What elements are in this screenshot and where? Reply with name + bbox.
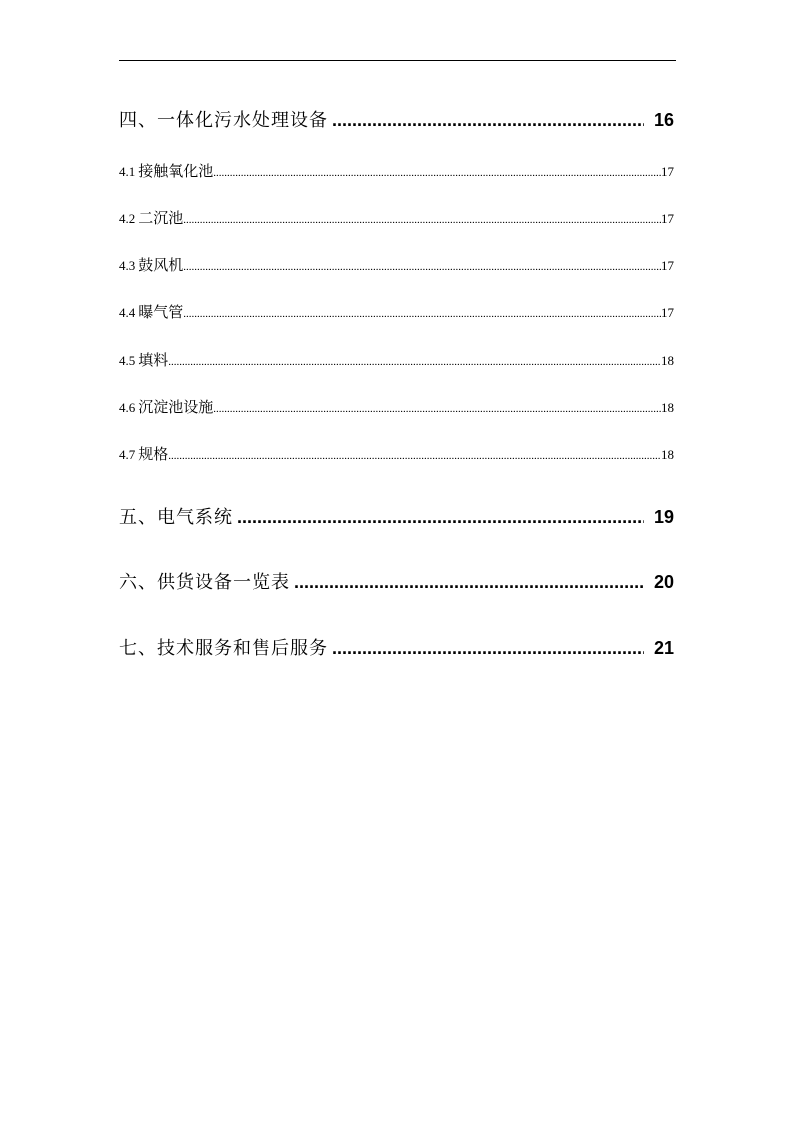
toc-leader-dots xyxy=(237,507,644,528)
toc-section-page: 18 xyxy=(661,353,674,368)
toc-section-page: 17 xyxy=(661,164,674,179)
toc-section-page: 17 xyxy=(661,211,674,226)
toc-entry-section[interactable] xyxy=(119,396,676,416)
toc-entry-chapter-6[interactable] xyxy=(119,568,676,592)
toc-entry-section[interactable] xyxy=(119,301,676,321)
toc-entry-label: 六、供货设备一览表 xyxy=(119,572,290,593)
toc-entry-label: 七、技术服务和售后服务 xyxy=(119,638,328,659)
toc-section-page: 18 xyxy=(661,400,674,415)
toc-entry-section[interactable] xyxy=(119,349,676,369)
toc-section-number: 4.7 xyxy=(119,447,136,462)
toc-entry-chapter-7[interactable] xyxy=(119,634,676,658)
toc-entry-section[interactable] xyxy=(119,443,676,463)
toc-entry-chapter-4[interactable] xyxy=(119,106,676,130)
toc-section-page: 18 xyxy=(661,447,674,462)
toc-section-page: 17 xyxy=(661,258,674,273)
toc-section-label: 规格 xyxy=(138,445,169,463)
toc-leader-dots xyxy=(183,261,661,273)
toc-entry-label: 四、一体化污水处理设备 xyxy=(119,110,328,131)
toc-leader-dots xyxy=(294,572,644,593)
toc-entry-label: 五、电气系统 xyxy=(119,507,233,528)
toc-entry-chapter-5[interactable] xyxy=(119,503,676,527)
toc-entry-page: 21 xyxy=(653,638,674,658)
toc-entry-page: 19 xyxy=(653,507,674,527)
toc-leader-dots xyxy=(332,110,644,131)
toc-leader-dots xyxy=(168,450,661,462)
toc-leader-dots xyxy=(168,356,661,368)
toc-section-label: 接触氧化池 xyxy=(138,162,214,180)
toc-section-page: 17 xyxy=(661,305,674,320)
toc-entry-page: 20 xyxy=(653,572,674,592)
toc-section-number: 4.3 xyxy=(119,258,136,273)
toc-section-number: 4.5 xyxy=(119,353,136,368)
toc-section-label: 二沉池 xyxy=(138,209,184,227)
toc-section-number: 4.1 xyxy=(119,164,136,179)
toc-entry-section[interactable] xyxy=(119,207,676,227)
toc-section-label: 鼓风机 xyxy=(138,256,184,274)
toc-entry-section[interactable] xyxy=(119,160,676,180)
toc-leader-dots xyxy=(332,638,644,659)
toc-leader-dots xyxy=(183,308,661,320)
toc-leader-dots xyxy=(183,214,661,226)
toc-leader-dots xyxy=(213,403,661,415)
toc-section-number: 4.2 xyxy=(119,211,136,226)
toc-entry-page: 16 xyxy=(653,110,674,130)
toc-section-label: 曝气管 xyxy=(138,303,184,321)
toc-section-number: 4.4 xyxy=(119,305,136,320)
header-rule xyxy=(119,60,676,61)
toc-section-number: 4.6 xyxy=(119,400,136,415)
toc-entry-section[interactable] xyxy=(119,254,676,274)
toc-leader-dots xyxy=(213,167,661,179)
toc-section-label: 沉淀池设施 xyxy=(138,398,214,416)
toc-section-label: 填料 xyxy=(138,351,169,369)
